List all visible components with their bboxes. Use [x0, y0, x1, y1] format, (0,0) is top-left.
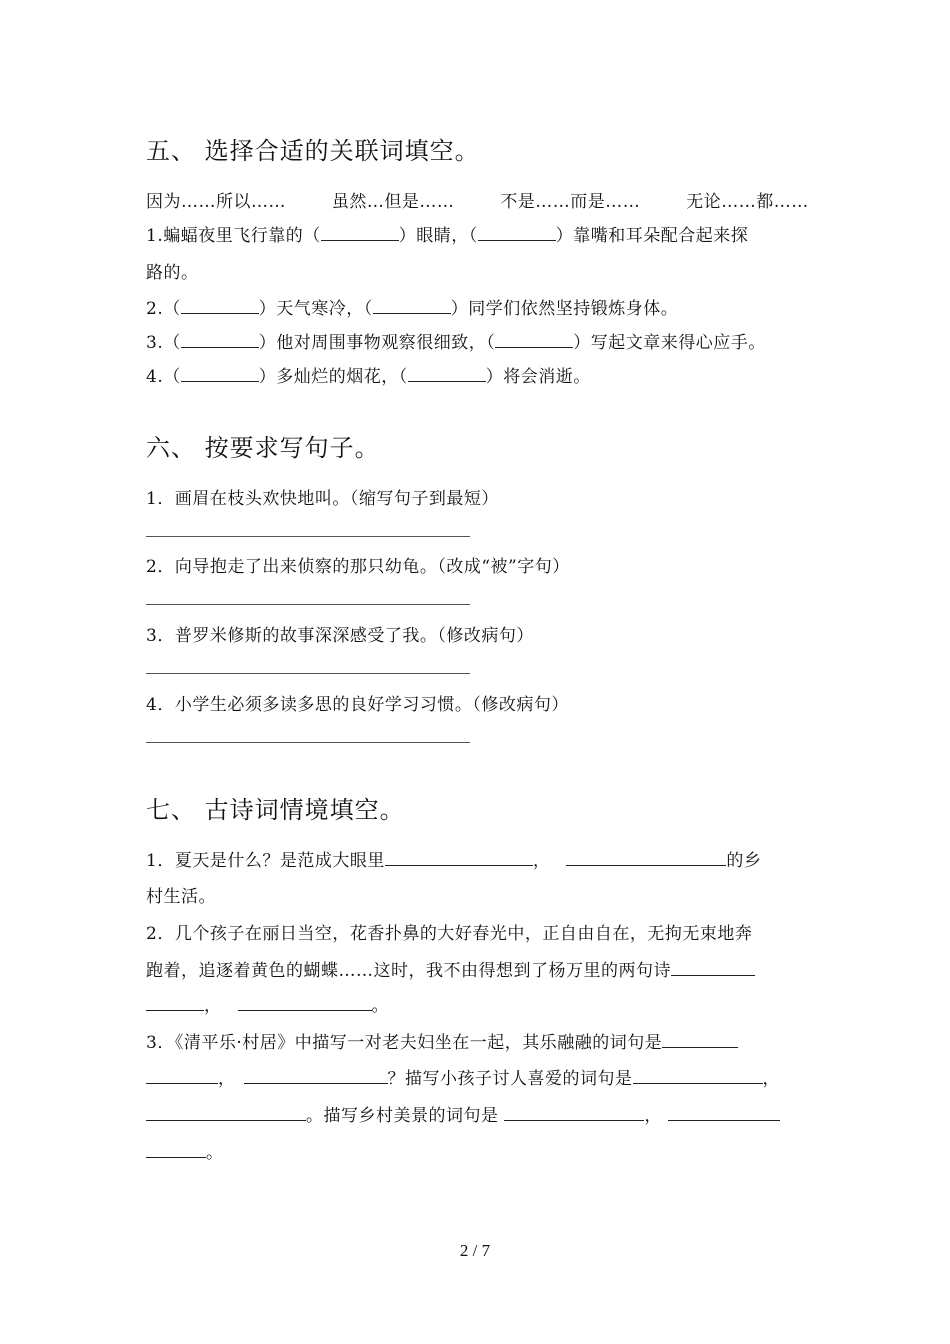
text: 。 — [371, 996, 389, 1016]
section5-title: 五、 选择合适的关联词填空。 — [146, 137, 480, 165]
s5-question-3 — [146, 328, 766, 353]
s7-question-3 — [146, 1028, 738, 1053]
s6-item-2: 2．向导抱走了出来侦察的那只幼龟。（改成“被”字句） — [146, 557, 570, 577]
text: 3．《清平乐·村居》中描写一对老夫妇坐在一起，其乐融融的词句是 — [146, 1033, 663, 1053]
answer-line[interactable] — [146, 604, 470, 605]
blank[interactable] — [146, 1139, 206, 1158]
s6-item-4: 4．小学生必须多读多思的良好学习习惯。（修改病句） — [146, 695, 569, 715]
blank[interactable] — [244, 1065, 388, 1084]
blank[interactable] — [662, 1029, 738, 1048]
answer-line[interactable] — [146, 536, 470, 537]
blank[interactable] — [181, 363, 259, 382]
text: ）同学们依然坚持锻炼身体。 — [450, 299, 679, 319]
blank[interactable] — [146, 1102, 306, 1121]
blank[interactable] — [478, 222, 556, 241]
text: 1.蝙蝠夜里飞行靠的（ — [146, 226, 321, 246]
text: 跑着，追逐着黄色的蝴蝶……这时，我不由得想到了杨万里的两句诗 — [146, 961, 671, 981]
page-number: 2 / 7 — [459, 1241, 491, 1260]
conjunction-options — [146, 187, 809, 212]
text: 2.（ — [146, 299, 181, 319]
s7-question-2: 2．几个孩子在丽日当空，花香扑鼻的大好春光中，正自由自在，无拘无束地奔 — [146, 924, 753, 944]
blank[interactable] — [321, 222, 399, 241]
blank[interactable] — [566, 847, 726, 866]
blank[interactable] — [146, 992, 204, 1011]
text: 4.（ — [146, 367, 181, 387]
s7-question-3-line3 — [146, 1101, 780, 1126]
text: ， — [218, 1069, 236, 1089]
s5-question-2 — [146, 294, 678, 319]
s7-question-3-end — [146, 1138, 224, 1163]
blank[interactable] — [633, 1065, 763, 1084]
answer-line[interactable] — [146, 673, 470, 674]
text: ）多灿烂的烟花，（ — [258, 367, 408, 387]
blank[interactable] — [181, 329, 259, 348]
blank[interactable] — [373, 295, 451, 314]
answer-line[interactable] — [146, 742, 470, 743]
text: ？描写小孩子讨人喜爱的词句是 — [387, 1069, 633, 1089]
text: ， — [204, 996, 222, 1016]
text: 。描写乡村美景的词句是 — [306, 1106, 505, 1126]
text: ）眼睛，（ — [398, 226, 478, 246]
conjunction-option: 不是……而是…… — [500, 192, 641, 212]
s6-item-3: 3．普罗米修斯的故事深深感受了我。（修改病句） — [146, 626, 534, 646]
conjunction-option: 无论……都…… — [686, 192, 809, 212]
s5-question-4 — [146, 362, 591, 387]
s5-question-1 — [146, 221, 748, 246]
s5-question-1-cont: 路的。 — [146, 263, 199, 283]
conjunction-option: 因为……所以…… — [146, 192, 286, 212]
text: ， — [644, 1106, 662, 1126]
section6-title: 六、 按要求写句子。 — [146, 434, 380, 462]
text: ， — [532, 851, 551, 871]
s7-question-2-end — [146, 991, 389, 1016]
blank[interactable] — [671, 957, 755, 976]
text: 。 — [206, 1143, 224, 1163]
text: ）靠嘴和耳朵配合起来探 — [555, 226, 749, 246]
s6-item-1: 1．画眉在枝头欢快地叫。（缩写句子到最短） — [146, 489, 499, 509]
text: 1．夏天是什么？是范成大眼里 — [146, 851, 385, 871]
s7-question-1 — [146, 846, 761, 871]
blank[interactable] — [146, 1065, 218, 1084]
blank[interactable] — [668, 1102, 780, 1121]
s7-question-3-line2 — [146, 1064, 780, 1089]
s7-question-2-cont — [146, 956, 755, 981]
text: ）天气寒冷，（ — [258, 299, 373, 319]
blank[interactable] — [504, 1102, 644, 1121]
blank[interactable] — [238, 992, 372, 1011]
section7-title: 七、 古诗词情境填空。 — [146, 796, 405, 824]
text: 3.（ — [146, 333, 181, 353]
text: ， — [762, 1069, 780, 1089]
blank[interactable] — [495, 329, 573, 348]
s7-question-1-cont: 村生活。 — [146, 887, 216, 907]
text: ）写起文章来得心应手。 — [573, 333, 766, 353]
conjunction-option: 虽然…但是…… — [331, 192, 455, 212]
text: 的乡 — [726, 851, 762, 871]
text: ）他对周围事物观察很细致，（ — [258, 333, 496, 353]
blank[interactable] — [181, 295, 259, 314]
blank[interactable] — [385, 847, 533, 866]
blank[interactable] — [408, 363, 486, 382]
text: ）将会消逝。 — [485, 367, 591, 387]
